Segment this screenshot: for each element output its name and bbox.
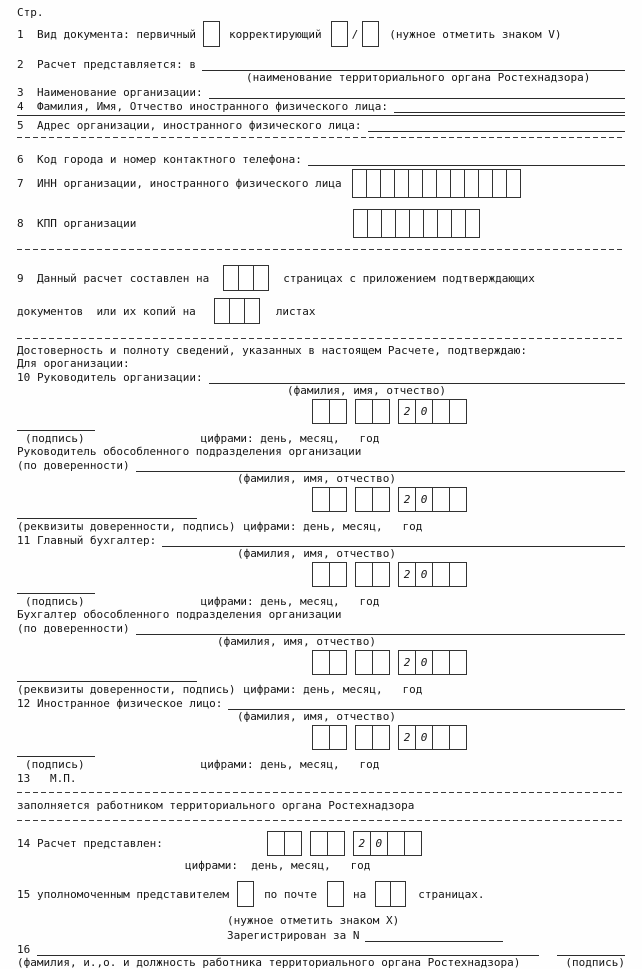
item16-caption-row <box>17 956 625 969</box>
year-cell[interactable] <box>449 725 467 750</box>
digits-caption: цифрами: день, месяц, год <box>243 520 423 533</box>
date-cell[interactable] <box>355 725 373 750</box>
month-input[interactable] <box>355 725 390 750</box>
item8-label: КПП организации <box>37 216 137 230</box>
year-cell[interactable] <box>432 650 450 675</box>
item5-label: Адрес организации, иностранного физического лица: <box>37 118 362 132</box>
year-cell[interactable] <box>432 725 450 750</box>
date-cell[interactable] <box>267 831 285 856</box>
item14-digits-caption-row <box>17 859 625 872</box>
kpp-cell[interactable] <box>367 209 382 238</box>
year-cell[interactable]: 2 <box>353 831 371 856</box>
date-cell[interactable] <box>355 650 373 675</box>
sign-caption: (подпись) <box>25 432 85 445</box>
day-input[interactable] <box>312 487 347 512</box>
date-input-group <box>17 487 625 512</box>
item11-label: Главный бухгалтер: <box>37 533 157 547</box>
sign-caption: (подпись) <box>25 758 85 771</box>
date-cell[interactable] <box>355 399 373 424</box>
item3-org-name: 3 Наименование организации: <box>17 85 625 99</box>
date-cell[interactable] <box>312 399 330 424</box>
date-cell[interactable] <box>284 831 302 856</box>
fio-caption-row <box>17 384 625 397</box>
field-foreign-person-fio[interactable] <box>394 102 625 113</box>
date-cell[interactable] <box>372 487 390 512</box>
inn-input[interactable] <box>352 169 521 198</box>
item2-caption-row <box>17 71 625 84</box>
day-input[interactable] <box>312 399 347 424</box>
kpp-cell[interactable] <box>381 209 396 238</box>
pages-cell[interactable] <box>223 265 239 291</box>
signature-caption-row <box>17 758 625 771</box>
year-cell[interactable]: 2 <box>398 562 416 587</box>
inn-cell[interactable] <box>492 169 507 198</box>
field-registration-number[interactable] <box>365 931 503 942</box>
item9-label-pages: страницах с приложением подтверждающих <box>283 271 535 285</box>
dashed-separator <box>17 791 625 793</box>
fio-caption-row <box>17 635 625 648</box>
branch-head-attorney-row <box>17 458 625 472</box>
digits-caption: цифрами: день, месяц, год <box>243 683 423 696</box>
field-branch-accountant-fio[interactable] <box>136 624 625 635</box>
kpp-input[interactable] <box>353 209 480 238</box>
year-input[interactable] <box>353 831 422 856</box>
sheets-cell[interactable] <box>244 298 260 324</box>
branch-head-label: Руководитель обособленного подразделения организации <box>17 445 362 458</box>
fio-caption: (фамилия, имя, отчество) <box>237 547 396 560</box>
branch-accountant-label: Бухгалтер обособленного подразделения организации <box>17 608 342 621</box>
fio-caption-row <box>17 472 625 485</box>
for-organization-label: Для ороганизации: <box>17 357 130 370</box>
year-cell[interactable]: 0 <box>415 399 433 424</box>
field-branch-head-fio[interactable] <box>136 461 625 472</box>
item7-label: ИНН организации, иностранного физического лица <box>37 176 342 190</box>
year-input[interactable] <box>398 650 467 675</box>
item9-pages: 9 Данный расчет составлен на страницах с приложением подтверждающих <box>17 264 625 292</box>
item2-label: Расчет представляется: в <box>37 57 196 71</box>
item4-label: Фамилия, Имя, Отчество иностранного физического лица: <box>37 99 388 113</box>
fio-caption: (фамилия, имя, отчество) <box>237 472 396 485</box>
pages-cell[interactable] <box>253 265 269 291</box>
inn-cell[interactable] <box>464 169 479 198</box>
attorney-sign-caption: (реквизиты доверенности, подпись) <box>17 683 236 696</box>
item1-correcting-label: корректирующий <box>228 27 322 41</box>
item14-submitted-date: 14 Расчет представлен: 2 0 <box>17 829 625 857</box>
year-cell[interactable]: 0 <box>415 562 433 587</box>
sheets-cell[interactable] <box>229 298 245 324</box>
item15-label: уполномоченным представителем <box>37 887 230 901</box>
date-cell[interactable] <box>372 399 390 424</box>
pages-submitted-input[interactable] <box>375 881 406 907</box>
branch-accountant-attorney-row <box>17 621 625 635</box>
kpp-cell[interactable] <box>465 209 480 238</box>
field-territorial-organ[interactable] <box>202 60 625 71</box>
attorney-signature-line[interactable] <box>17 518 197 519</box>
year-cell[interactable] <box>404 831 422 856</box>
kpp-cell[interactable] <box>395 209 410 238</box>
year-cell[interactable]: 2 <box>398 487 416 512</box>
signature-caption-row <box>17 432 625 445</box>
date-cell[interactable] <box>327 831 345 856</box>
by-attorney-label: (по доверенности) <box>17 621 130 635</box>
item2-submitted-to: 2 Расчет представляется: в <box>17 57 625 71</box>
item12-foreign-person: 12 Иностранное физическое лицо: <box>17 696 625 710</box>
page-label: Стр. <box>17 6 44 19</box>
kpp-cell[interactable] <box>451 209 466 238</box>
inn-cell[interactable] <box>394 169 409 198</box>
dashed-separator <box>17 248 625 250</box>
date-cell[interactable] <box>312 650 330 675</box>
digits-caption: цифрами: день, месяц, год <box>200 595 380 608</box>
kpp-cell[interactable] <box>437 209 452 238</box>
date-cell[interactable] <box>372 650 390 675</box>
item9-label-sheets: листах <box>275 304 316 318</box>
dashed-separator <box>17 337 625 339</box>
year-input[interactable] <box>398 725 467 750</box>
date-cell[interactable] <box>372 562 390 587</box>
date-input-group <box>17 399 625 424</box>
attorney-signature-line[interactable] <box>17 681 197 682</box>
month-input[interactable] <box>355 399 390 424</box>
confirmation-statement: Достоверность и полноту сведений, указанных в настоящем Расчете, подтверждаю: <box>17 344 527 357</box>
date-cell[interactable] <box>329 399 347 424</box>
signature-caption-row <box>17 595 625 608</box>
date-cell[interactable] <box>355 487 373 512</box>
item6-label: Код города и номер контактного телефона: <box>37 152 302 166</box>
digits-caption: цифрами: день, месяц, год <box>185 859 371 872</box>
field-organization-name[interactable] <box>209 88 625 99</box>
year-cell[interactable]: 0 <box>370 831 388 856</box>
item11-chief-accountant: 11 Главный бухгалтер: <box>17 533 625 547</box>
sheets-cell[interactable] <box>214 298 230 324</box>
month-input[interactable] <box>310 831 345 856</box>
year-cell[interactable]: 2 <box>398 650 416 675</box>
item10-head-of-org: 10 Руководитель организации: <box>17 370 625 384</box>
date-input-group <box>17 725 625 750</box>
dashed-separator <box>17 136 625 138</box>
year-input[interactable] <box>398 399 467 424</box>
field-chief-accountant-fio[interactable] <box>162 536 625 547</box>
item1-label: Вид документа: первичный <box>37 27 196 41</box>
fio-caption: (фамилия, имя, отчество) <box>217 635 376 648</box>
item6-phone: 6 Код города и номер контактного телефона: <box>17 152 625 166</box>
year-cell[interactable]: 0 <box>415 487 433 512</box>
item1-note: (нужное отметить знаком V) <box>389 27 562 41</box>
pages-cell[interactable] <box>375 881 391 907</box>
inn-cell[interactable] <box>380 169 395 198</box>
item15-post-label: по почте <box>264 887 318 901</box>
year-cell[interactable]: 2 <box>398 725 416 750</box>
fio-caption: (фамилия, имя, отчество) <box>237 710 396 723</box>
date-cell[interactable] <box>310 831 328 856</box>
field-phone[interactable] <box>308 155 625 166</box>
item15-delivery: 15 уполномоченным представителем по почте на страницах. <box>17 880 625 908</box>
pages-count-input[interactable] <box>223 265 269 291</box>
inn-cell[interactable] <box>506 169 521 198</box>
digits-caption: цифрами: день, месяц, год <box>200 758 380 771</box>
item4-foreign-fio: 4 Фамилия, Имя, Отчество иностранного физического лица: <box>17 99 625 113</box>
fio-caption-row <box>17 547 625 560</box>
checkbox-representative[interactable] <box>237 881 254 907</box>
mark-note-row <box>17 914 625 927</box>
fio-caption-row <box>17 710 625 723</box>
registered-row <box>17 928 625 942</box>
checkbox-by-mail[interactable] <box>327 881 344 907</box>
year-cell[interactable] <box>387 831 405 856</box>
official-note: заполняется работником территориального органа Ростехнадзора <box>17 799 415 812</box>
mark-note: (нужное отметить знаком X) <box>227 914 400 927</box>
item16-sign-caption: (подпись) <box>565 956 625 969</box>
inn-cell[interactable] <box>436 169 451 198</box>
sign-caption: (подпись) <box>25 595 85 608</box>
item16-caption: (фамилия, и.,о. и должность работника территориального органа Ростехнадзора) <box>17 956 521 969</box>
year-cell[interactable] <box>449 650 467 675</box>
item7-inn: 7 ИНН организации, иностранного физического лица <box>17 168 625 198</box>
field-foreign-person-sign-fio[interactable] <box>228 699 625 710</box>
sheets-count-input[interactable] <box>214 298 260 324</box>
signature-line[interactable] <box>17 756 95 757</box>
item1-slash: / <box>351 27 359 41</box>
year-cell[interactable]: 0 <box>415 650 433 675</box>
inn-cell[interactable] <box>366 169 381 198</box>
item14-label: Расчет представлен: <box>37 836 163 850</box>
date-cell[interactable] <box>372 725 390 750</box>
field-officer-name[interactable] <box>37 945 539 956</box>
day-input[interactable] <box>312 650 347 675</box>
date-cell[interactable] <box>312 487 330 512</box>
year-cell[interactable] <box>449 399 467 424</box>
item5-address: 5 Адрес организации, иностранного физического лица: <box>17 118 625 132</box>
checkbox-primary[interactable] <box>203 21 220 47</box>
day-input[interactable] <box>312 562 347 587</box>
item13-stamp: 13 М.П. <box>17 772 77 785</box>
month-input[interactable] <box>355 487 390 512</box>
item10-label: Руководитель организации: <box>37 370 203 384</box>
pages-cell[interactable] <box>238 265 254 291</box>
date-input-group <box>17 562 625 587</box>
date-cell[interactable] <box>312 725 330 750</box>
date-cell[interactable] <box>329 487 347 512</box>
item2-caption: (наименование территориального органа Ростехнадзора) <box>246 71 591 84</box>
year-cell[interactable]: 2 <box>398 399 416 424</box>
year-input[interactable] <box>398 487 467 512</box>
item3-label: Наименование организации: <box>37 85 203 99</box>
inn-cell[interactable] <box>352 169 367 198</box>
year-cell[interactable] <box>449 487 467 512</box>
year-cell[interactable] <box>449 562 467 587</box>
year-cell[interactable] <box>432 399 450 424</box>
item1-number: 1 <box>17 27 24 41</box>
checkbox-correction-number[interactable] <box>362 21 379 47</box>
kpp-cell[interactable] <box>423 209 438 238</box>
inn-cell[interactable] <box>478 169 493 198</box>
digits-caption: цифрами: день, месяц, год <box>200 432 380 445</box>
date-cell[interactable] <box>312 562 330 587</box>
item1-document-type <box>17 19 625 49</box>
kpp-cell[interactable] <box>353 209 368 238</box>
year-cell[interactable] <box>432 562 450 587</box>
date-cell[interactable] <box>329 562 347 587</box>
item12-label: Иностранное физическое лицо: <box>37 696 223 710</box>
kpp-cell[interactable] <box>409 209 424 238</box>
year-cell[interactable] <box>432 487 450 512</box>
month-input[interactable] <box>355 562 390 587</box>
inn-cell[interactable] <box>422 169 437 198</box>
checkbox-correcting[interactable] <box>331 21 348 47</box>
registered-label: Зарегистрирован за N <box>227 928 360 942</box>
field-head-of-org-fio[interactable] <box>209 373 625 384</box>
attorney-sign-caption: (реквизиты доверенности, подпись) <box>17 520 236 533</box>
signature-line[interactable] <box>17 430 95 431</box>
date-cell[interactable] <box>355 562 373 587</box>
signature-line[interactable] <box>17 593 95 594</box>
pages-cell[interactable] <box>390 881 406 907</box>
item9-label-start: Данный расчет составлен на <box>37 271 210 285</box>
item8-kpp: 8 КПП организации <box>17 208 625 238</box>
item16-officer-row: 16 <box>17 942 625 956</box>
attorney-caption-row <box>17 520 625 533</box>
field-officer-signature[interactable] <box>557 945 625 956</box>
inn-cell[interactable] <box>450 169 465 198</box>
inn-cell[interactable] <box>408 169 423 198</box>
fio-caption: (фамилия, имя, отчество) <box>287 384 446 397</box>
item13-label: М.П. <box>50 772 77 785</box>
day-input[interactable] <box>267 831 302 856</box>
item9-sheets <box>17 297 625 325</box>
year-input[interactable] <box>398 562 467 587</box>
item15-on-label: на <box>353 887 367 901</box>
attorney-caption-row <box>17 683 625 696</box>
item9-label-docs: документов или их копий на <box>17 304 196 318</box>
field-foreign-person-fio-line2[interactable] <box>17 115 625 116</box>
month-input[interactable] <box>355 650 390 675</box>
by-attorney-label: (по доверенности) <box>17 458 130 472</box>
year-cell[interactable]: 0 <box>415 725 433 750</box>
date-cell[interactable] <box>329 650 347 675</box>
dashed-separator <box>17 819 625 821</box>
date-cell[interactable] <box>329 725 347 750</box>
date-input-group <box>17 650 625 675</box>
item15-pages-label: страницах. <box>418 887 485 901</box>
day-input[interactable] <box>312 725 347 750</box>
field-address[interactable] <box>368 121 625 132</box>
